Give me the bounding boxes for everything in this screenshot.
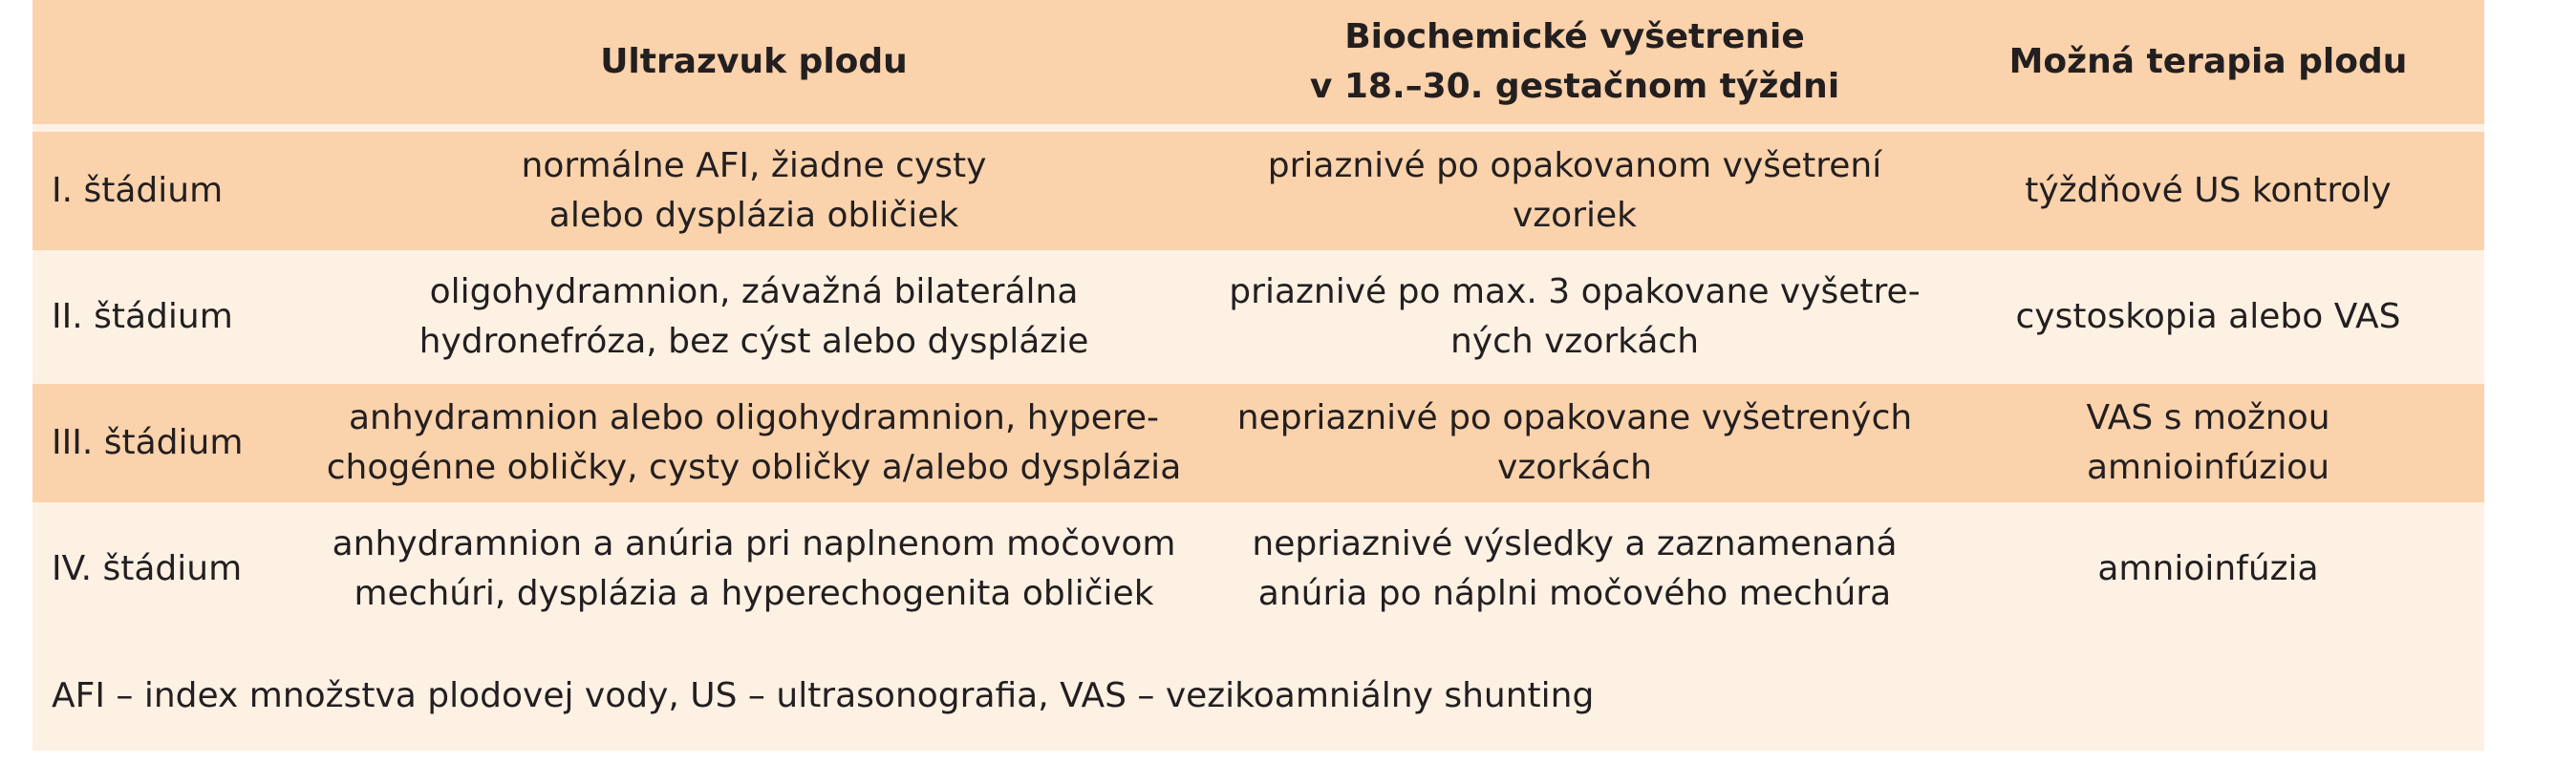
cell-ultrasound-text: oligohydramnion, závažná bilaterálna hydronefróza, bez cýst alebo dysplázie — [419, 272, 1089, 361]
cell-therapy-text: amnioinfúzia — [2097, 549, 2319, 588]
staging-table — [32, 0, 2484, 751]
cell-stage-text: II. štádium — [52, 297, 233, 336]
header-therapy-label: Možná terapia plodu — [2008, 42, 2408, 81]
table-footnote: AFI – index množstva plodovej vody, US – ultrasonografia, VAS – vezikoamniálny shunting — [52, 675, 1595, 715]
cell-ultrasound-text: anhydramnion alebo oligohydramnion, hypere- chogénne obličky, cysty obličky a/alebo dysplázia — [326, 398, 1182, 487]
cell-biochem-text: nepriaznivé po opakovane vyšetrených vzorkách — [1236, 398, 1913, 487]
cell-stage-text: IV. štádium — [52, 549, 243, 588]
cell-biochem-text: priaznivé po opakovanom vyšetrení vzoriek — [1267, 146, 1882, 235]
cell-ultrasound — [290, 132, 1217, 250]
table-header-row — [32, 0, 2484, 124]
header-therapy — [1932, 0, 2484, 124]
cell-therapy-text: týždňové US kontroly — [2025, 171, 2392, 210]
cell-ultrasound — [290, 384, 1217, 502]
cell-stage-text: III. štádium — [52, 423, 244, 462]
cell-stage — [32, 384, 290, 502]
header-stage — [32, 0, 290, 124]
header-ultrasound — [290, 0, 1217, 124]
cell-therapy — [1932, 384, 2484, 502]
cell-stage-text: I. štádium — [52, 171, 224, 210]
header-biochem-label: Biochemické vyšetrenie v 18.–30. gestačnom týždni — [1309, 17, 1840, 106]
cell-biochem — [1217, 132, 1932, 250]
table-row — [32, 132, 2484, 250]
table-row — [32, 510, 2484, 628]
cell-therapy-text: cystoskopia alebo VAS — [2015, 297, 2401, 336]
cell-therapy — [1932, 258, 2484, 376]
cell-biochem — [1217, 510, 1932, 628]
cell-ultrasound-text: anhydramnion a anúria pri naplnenom močovom mechúri, dysplázia a hyperechogenita obličiek — [332, 524, 1176, 613]
cell-biochem — [1217, 258, 1932, 376]
header-ultrasound-label: Ultrazvuk plodu — [600, 42, 908, 81]
cell-biochem-text: priaznivé po max. 3 opakovane vyšetre- ných vzorkách — [1229, 272, 1921, 361]
cell-biochem-text: nepriaznivé výsledky a zaznamenaná anúria po náplni močového mechúra — [1252, 524, 1898, 613]
cell-ultrasound — [290, 258, 1217, 376]
cell-stage — [32, 258, 290, 376]
table-row — [32, 384, 2484, 502]
cell-therapy — [1932, 132, 2484, 250]
cell-biochem — [1217, 384, 1932, 502]
cell-ultrasound-text: normálne AFI, žiadne cysty alebo dysplázia obličiek — [521, 146, 987, 235]
header-biochem — [1217, 0, 1932, 124]
cell-stage — [32, 132, 290, 250]
cell-ultrasound — [290, 510, 1217, 628]
table-row — [32, 258, 2484, 376]
cell-stage — [32, 510, 290, 628]
cell-therapy — [1932, 510, 2484, 628]
cell-therapy-text: VAS s možnou amnioinfúziou — [2086, 398, 2330, 487]
